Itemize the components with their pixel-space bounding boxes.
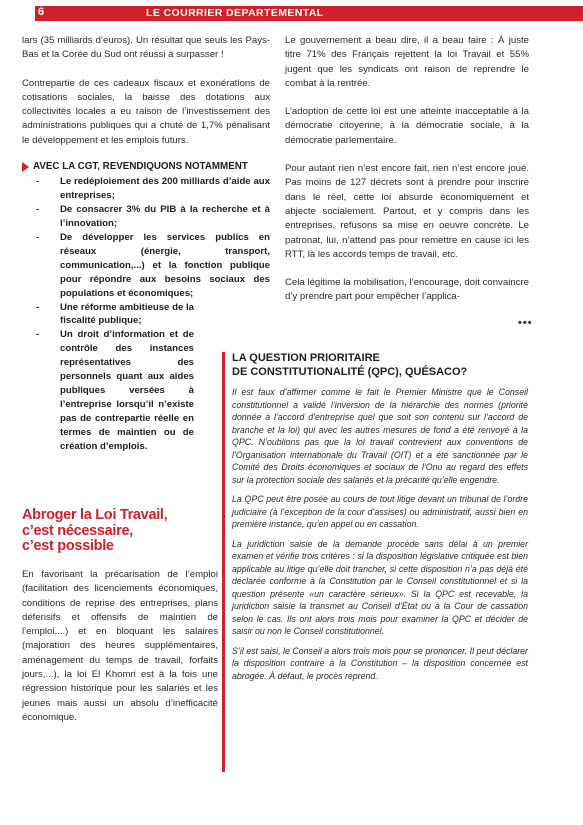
qpc-paragraph: La juridiction saisie de la demande procède sans délai à un premier examen et vérifie trois critères : si la disposition législative critiquée est bien applicable au litige qu’elle doit trancher, si cette disposition n’a pas déjà été déclarée conforme à la Constitution par le Conseil constitutionnel et si la question présente «un caractère sérieux». Si la QPC est recevable, la juridiction saisie la transmet au Conseil d’État ou à la Cour de cassation selon le cas. Ils ont alors trois mois pour examiner la QPC et décider de saisir ou non le Conseil constitutionnel.: [232, 538, 528, 636]
page-number: 6: [38, 6, 45, 18]
right-paragraph-2: L’adoption de cette loi est une atteinte inacceptable à la démocratie citoyenne, à la démocratie sociale, à la démocratie parlementaire.: [285, 106, 529, 146]
qpc-paragraph: Il est faux d’affirmer comme le fait le Premier Ministre que le Conseil constitutionnel a validé l’inversion de la hiérarchie des normes (priorité donnée à l’accord d’entreprise quel que soit son contenu sur l’accord de branche et la loi) qui avec les autres mesures de fond a été renvoyé à la QPC. N’oublions pas que la loi travail contrevient aux conventions de l’Organisation internationale du Travail (OIT) et a été sanctionnée par le Comité des Droits économiques et sociaux de l’Onu au regard des effets sur la protection sociale des salariés et la précarité qu’elle engendre.: [232, 387, 528, 485]
qpc-paragraph: La QPC peut être posée au cours de tout litige devant un tribunal de l’ordre judiciaire (à l’exception de la cour d’assises) ou administratif, aussi bien en première instance, qu’en appel ou en cassation.: [232, 494, 528, 529]
qpc-body: [232, 386, 528, 682]
triangle-bullet-icon: [22, 162, 29, 172]
demand-item: - De développer les services publics en réseaux (énergie, transport, communication,...) et la fonction publique pour répondre aux besoins sociaux des populations et économiques;: [36, 232, 270, 299]
left-paragraph-1: lars (35 milliards d’euros). Un résultat que seuls les Pays-Bas et la Corée du Sud ont réussi à surpasser !: [22, 35, 270, 61]
left-paragraph-2: Contrepartie de ces cadeaux fiscaux et exonérations de cotisations sociales, la baisse des dotations aux collectivités locales a eu raison de l’investissement des administrations publiques qui a chuté de 1,7% pénalisant le développement et les emplois futurs.: [22, 77, 270, 146]
qpc-accent-bar: [222, 352, 225, 772]
cgt-heading-text: AVEC LA CGT, REVENDIQUONS NOTAMMENT: [33, 161, 248, 173]
demand-item: - Le redéploiement des 200 milliards d’aide aux entreprises;: [36, 176, 270, 202]
abroger-title: Abroger la Loi Travail, c’est nécessaire, c’est possible: [22, 507, 168, 554]
qpc-sidebar: [222, 352, 532, 772]
right-column: [285, 34, 529, 305]
continuation-dots: •••: [518, 317, 533, 329]
demand-item: - De consacrer 3% du PIB à la recherche et à l’innovation;: [36, 204, 270, 230]
abroger-body: En favorisant la précarisation de l’emploi (facilitation des licenciements économiques, conditions de reprise des entreprises, plans défensifs et offensifs de maintien de l’emploi,...) et en bloquant les salaires (majoration des heures supplémentaires, aménagement du temps de travail, forfaits jours,...), la loi El Khomri est à la fois une régression historique pour les salariés et les jeunes mais aussi un absolu d’inefficacité économique.: [22, 569, 218, 723]
qpc-title: LA QUESTION PRIORITAIRE DE CONSTITUTIONALITÉ (QPC), QUÉSACO?: [232, 352, 468, 378]
publication-title: LE COURRIER DEPARTEMENTAL: [146, 7, 324, 19]
demand-item: - Un droit d’information et de contrôle des instances représentatives des personnels quant aux aides publiques versées à l’entreprise lorsqu’il n’existe pas de contrepartie réelle en termes de maintien ou de création d’emplois.: [36, 329, 194, 452]
right-paragraph-4: Cela légitime la mobilisation, l’encourage, doit convaincre d’y prendre part pour empêcher l’applica-: [285, 277, 529, 303]
demand-item: - Une réforme ambitieuse de la fiscalité publique;: [36, 301, 194, 327]
right-paragraph-3: Pour autant rien n’est encore fait, rien n’est encore joué. Pas moins de 127 décrets sont à prendre pour inscrire dans le réel, cette loi absurde économiquement et abjecte socialement. Partout, et y compris dans les entreprises, refusons sa mise en oeuvre concrète. Le patronat, lui, n’attend pas pour remettre en cause ici les RTT, là les accords temps de travail, etc.: [285, 163, 529, 260]
qpc-paragraph: S’il est saisi, le Conseil a alors trois mois pour se prononcer. Il peut déclarer la disposition contraire à la Constitution – la disposition concernée est abrogée. À défaut, le procès reprend.: [232, 645, 528, 681]
abroger-column: [22, 568, 218, 725]
cgt-heading: [22, 160, 270, 174]
right-paragraph-1: Le gouvernement a beau dire, il a beau faire : À juste titre 71% des Français rejettent la loi Travail et 55% jugent que les syndicats ont raison de reprendre le combat à la rentrée.: [285, 35, 529, 89]
